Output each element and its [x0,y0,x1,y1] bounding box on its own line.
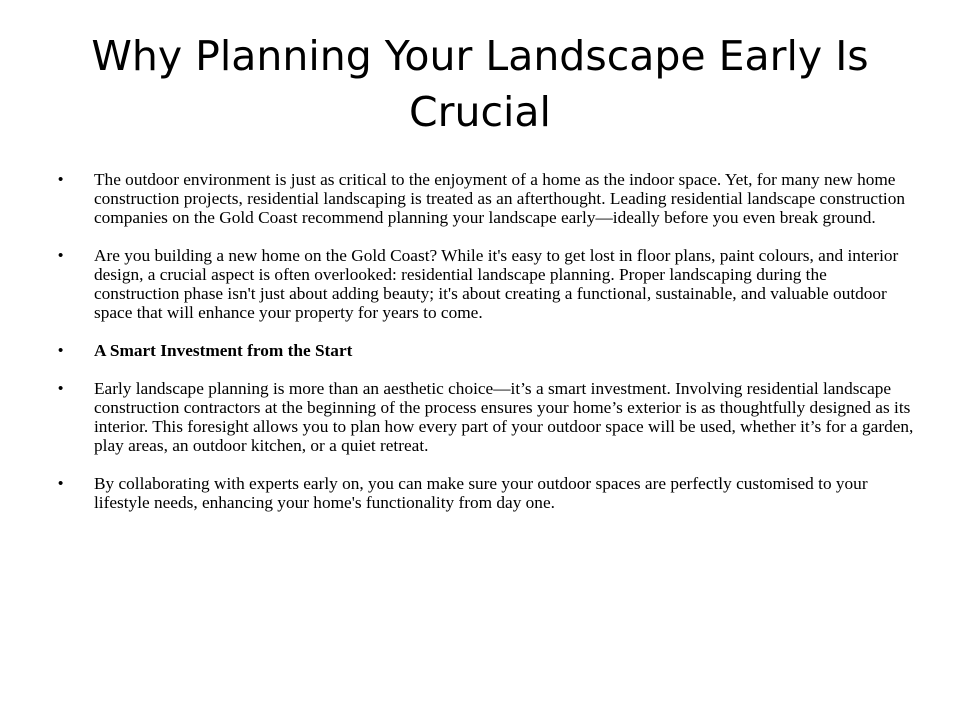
bullet-dot-icon: • [58,475,64,492]
bullet-text: By collaborating with experts early on, you can make sure your outdoor spaces are perfectly customised to your lifestyle needs, enhancing your home's functionality from day one. [94,474,868,512]
bullet-text: The outdoor environment is just as critical to the enjoyment of a home as the indoor space. Yet, for many new home construction projects, residential landscaping is treated as an afterthought. Leading residential landscape construction companies on the Gold Coast recommend planning your landscape early—ideally before you even break ground. [94,170,905,227]
bullet-text: Are you building a new home on the Gold Coast? While it's easy to get lost in floor plans, paint colours, and interior design, a crucial aspect is often overlooked: residential landscape planning. Proper landscaping during the construction phase isn't just about adding beauty; it's about creating a functional, sustainable, and valuable outdoor space that will enhance your property for years to come. [94,246,899,322]
bullet-dot-icon: • [58,380,64,397]
bullet-item [54,341,914,360]
bullet-text: Early landscape planning is more than an aesthetic choice—it’s a smart investment. Involving residential landscape construction contractors at the beginning of the process ensures your home’s exterior is as thoughtfully designed as its interior. This foresight allows you to plan how every part of your outdoor space will be used, whether it’s for a garden, play areas, an outdoor kitchen, or a quiet retreat. [94,379,914,455]
bullet-heading: A Smart Investment from the Start [94,341,353,360]
bullet-item [54,246,914,322]
bullet-item [54,379,914,455]
bullet-dot-icon: • [58,342,64,359]
bullet-list [54,170,914,531]
bullet-dot-icon: • [58,247,64,264]
bullet-dot-icon: • [58,171,64,188]
bullet-item [54,474,914,512]
bullet-item [54,170,914,227]
slide-title: Why Planning Your Landscape Early Is Crucial [91,32,869,136]
